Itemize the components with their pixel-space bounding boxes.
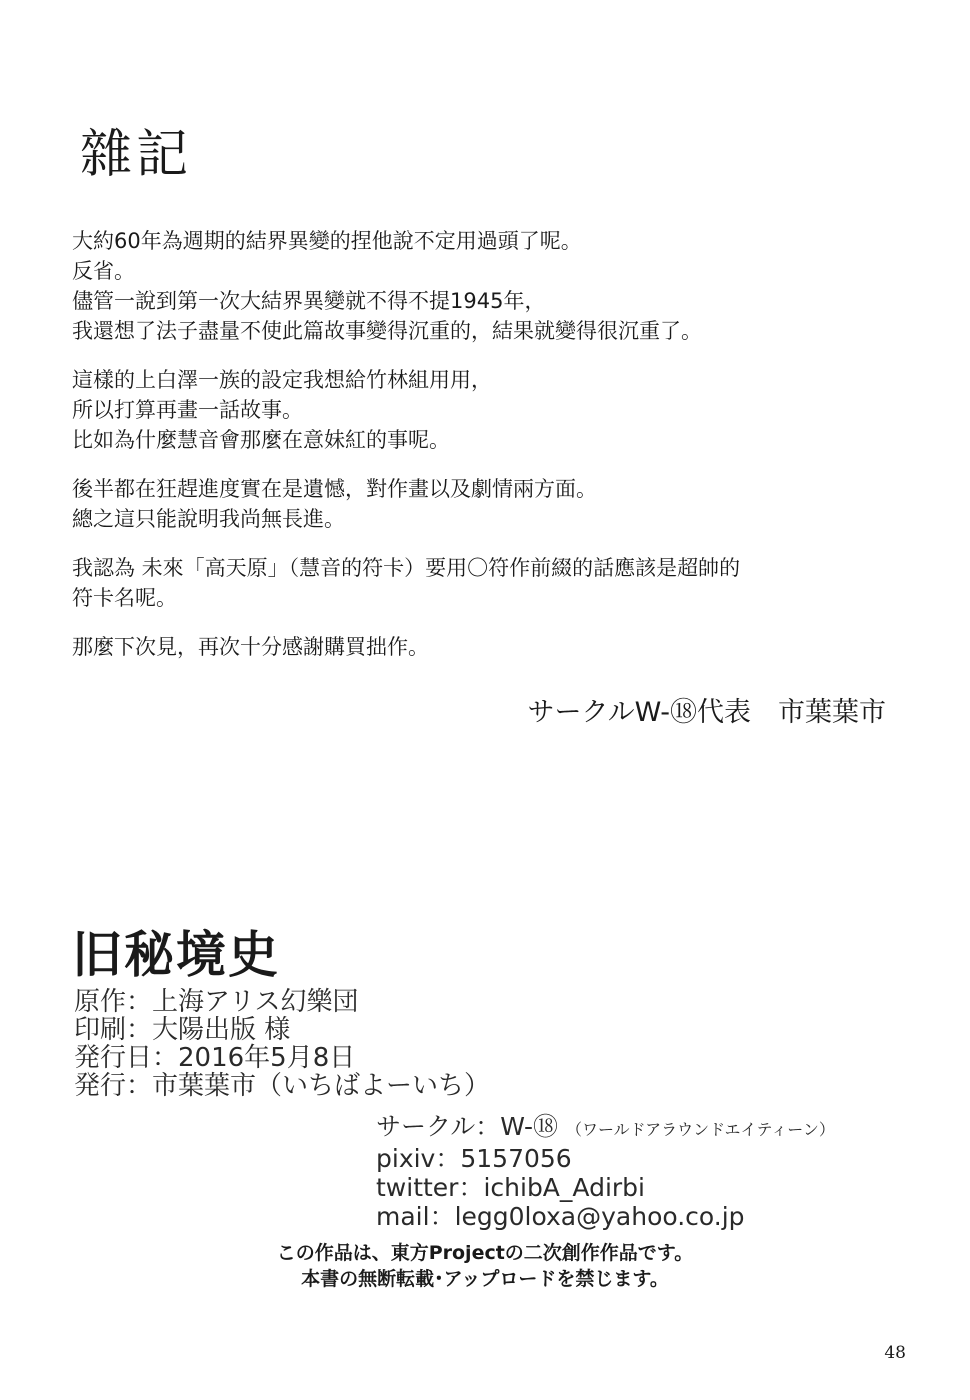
afterword-paragraph xyxy=(72,226,902,346)
credit-issue-date: 発行日：2016年5月8日 xyxy=(74,1043,356,1073)
afterword-line: 所以打算再畫一話故事。 xyxy=(72,398,303,422)
circle-name xyxy=(376,1112,835,1144)
circle-label: サークル：W-⑱ xyxy=(376,1112,558,1141)
colophon-credits xyxy=(74,988,490,1100)
credit-publisher: 発行：市葉葉市（いちばよーいち） xyxy=(74,1071,491,1101)
book-title: 旧秘境史 xyxy=(72,926,280,984)
afterword-line: 這樣的上白澤一族的設定我想給竹林組用用， xyxy=(72,368,492,392)
circle-reading: （ワールドアラウンドエイティーン） xyxy=(565,1120,835,1139)
twitter-handle: twitter：ichibA_Adirbi xyxy=(376,1173,645,1202)
afterword-line: 符卡名呢。 xyxy=(72,586,177,610)
notice-line: 本書の無断転載･アップロードを禁じます。 xyxy=(301,1268,669,1290)
afterword-line: 總之這只能說明我尚無長進。 xyxy=(72,507,345,531)
afterword-paragraph xyxy=(72,474,902,534)
credit-original-work: 原作：上海アリス幻樂団 xyxy=(74,987,359,1017)
afterword-line: 我認為 未來「高天原」（慧音的符卡）要用〇符作前綴的話應該是超帥的 xyxy=(72,556,741,580)
credit-printer: 印刷：大陽出版 様 xyxy=(74,1015,291,1045)
afterword-line: 後半都在狂趕進度實在是遺憾，對作畫以及劇情兩方面。 xyxy=(72,477,597,501)
copyright-notice xyxy=(0,1240,970,1292)
afterword-paragraph xyxy=(72,553,902,613)
notice-line: この作品は、東方Projectの二次創作作品です。 xyxy=(276,1242,694,1264)
page-number: 48 xyxy=(884,1343,906,1363)
afterword-signature: サークルW-⑱代表 市葉葉市 xyxy=(527,697,886,728)
colophon-contacts xyxy=(376,1112,835,1231)
pixiv-id: pixiv：5157056 xyxy=(376,1144,572,1173)
afterword-line: 那麼下次見，再次十分感謝購買拙作。 xyxy=(72,635,429,659)
afterword-line: 比如為什麼慧音會那麼在意妹紅的事呢。 xyxy=(72,428,450,452)
mail-address: mail：legg0loxa@yahoo.co.jp xyxy=(376,1202,745,1231)
afterword-paragraph xyxy=(72,365,902,455)
afterword-heading: 雜記 xyxy=(80,125,193,185)
afterword-body xyxy=(72,226,902,681)
afterword-line: 反省。 xyxy=(72,259,135,283)
afterword-line: 大約60年為週期的結界異變的捏他說不定用過頭了呢。 xyxy=(72,229,582,253)
afterword-line: 儘管一說到第一次大結界異變就不得不提1945年， xyxy=(72,289,546,313)
afterword-line: 我還想了法子盡量不使此篇故事變得沉重的，結果就變得很沉重了。 xyxy=(72,319,702,343)
afterword-paragraph xyxy=(72,632,902,662)
